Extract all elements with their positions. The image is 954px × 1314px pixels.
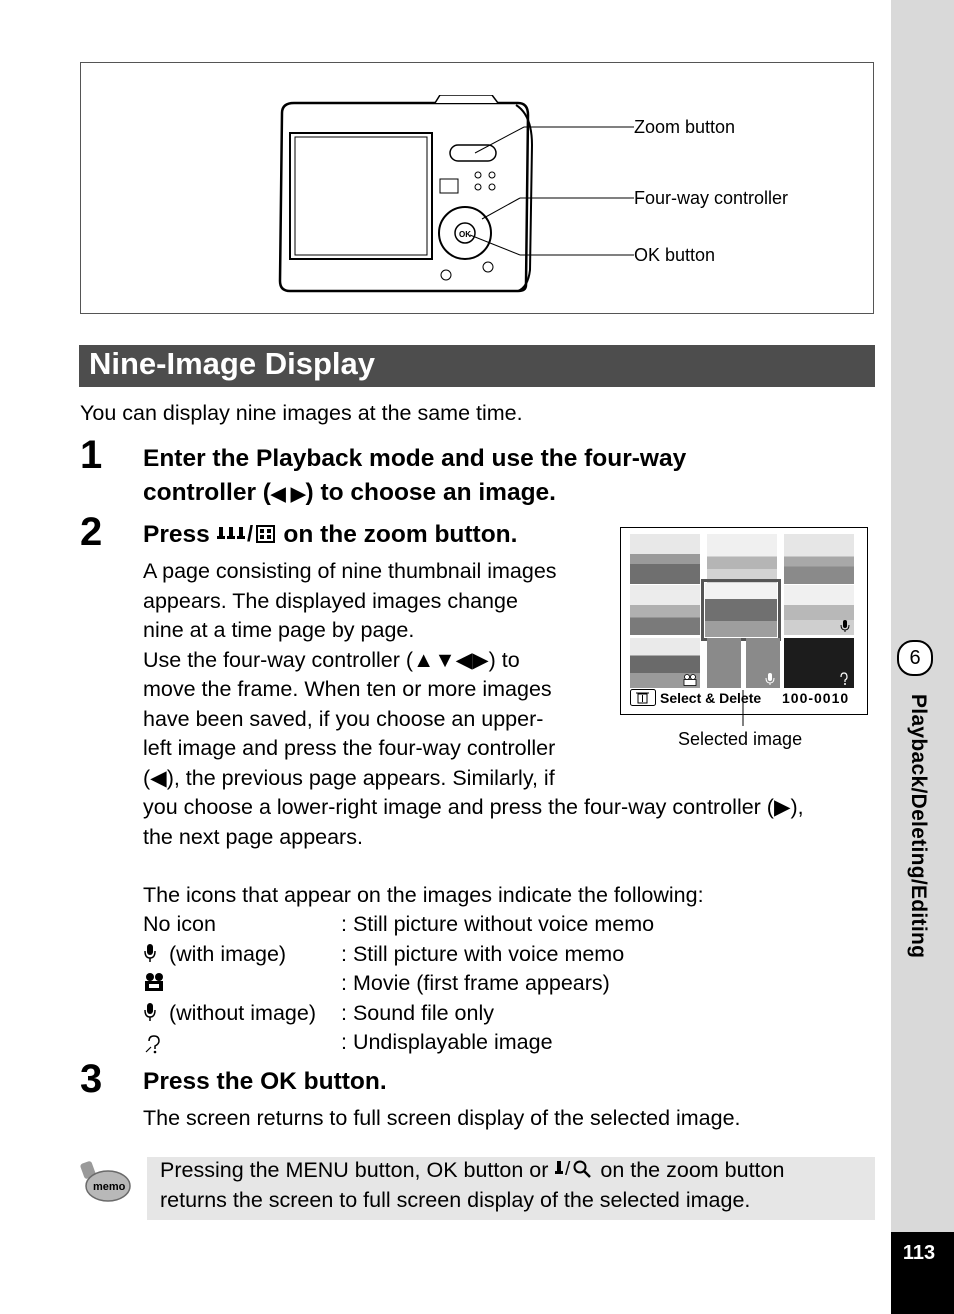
microphone-icon <box>840 619 850 633</box>
step-1-heading-line2 <box>143 476 556 512</box>
step-2-body-wide <box>143 793 883 852</box>
thumbnail[interactable] <box>784 585 854 635</box>
microphone-icon <box>765 672 775 686</box>
page-number: 113 <box>902 1242 936 1264</box>
body-line: move the frame. When ten or more images <box>143 677 552 701</box>
undisplayable-icon <box>143 1033 165 1055</box>
undisplayable-icon <box>838 672 850 686</box>
memo-line-2: returns the screen to full screen display of the selected image. <box>160 1187 751 1212</box>
thumbnail[interactable] <box>707 638 741 688</box>
svg-text:OK: OK <box>459 230 471 239</box>
memo-line-1 <box>160 1156 870 1186</box>
step-2-body <box>143 557 613 793</box>
memo-text-a: Pressing the MENU button, OK button or <box>160 1158 549 1182</box>
svg-text:/: / <box>565 1159 571 1179</box>
memo-badge: memo <box>93 1181 126 1193</box>
icon-legend-label: (without image) <box>169 1000 316 1025</box>
zoom-button-callout: Zoom button <box>634 117 736 137</box>
step-3-body: The screen returns to full screen display of the selected image. <box>143 1106 741 1130</box>
chapter-number: 6 <box>897 640 933 676</box>
body-line: (◀), the previous page appears. Similarly, if <box>143 765 555 790</box>
thumbnail[interactable] <box>630 534 700 584</box>
memo-text <box>160 1156 870 1215</box>
thumbnail[interactable] <box>630 638 700 688</box>
chapter-title: Playback/Deleting/Editing <box>907 694 930 959</box>
thumbnail[interactable] <box>707 534 777 584</box>
icon-legend-desc: : Undisplayable image <box>341 1030 553 1054</box>
microphone-icon <box>143 1002 157 1022</box>
icon-legend-label: (with image) <box>169 941 287 966</box>
left-right-arrows-icon: ◀ ▶ <box>270 484 306 505</box>
icon-legend-desc: : Sound file only <box>341 1000 494 1025</box>
four-way-controller-callout: Four-way controller <box>634 188 789 208</box>
memo-text-b: on the zoom button <box>600 1158 785 1182</box>
body-line: Use the four-way controller (▲▼◀▶) to <box>143 647 520 672</box>
thumbnail-grid <box>626 532 862 688</box>
step-3-number: 3 <box>80 1057 103 1101</box>
step-1-heading-line1: Enter the Playback mode and use the four-way <box>143 445 687 472</box>
body-line: appears. The displayed images change <box>143 588 518 613</box>
icon-legend-label: No icon <box>143 912 216 936</box>
microphone-icon <box>143 943 157 963</box>
section-title: Nine-Image Display <box>89 346 375 381</box>
camera-back-illustration <box>270 95 650 295</box>
icon-legend-row <box>143 1028 843 1058</box>
icon-legend-row <box>143 969 843 999</box>
zoom-in-icon <box>554 1159 594 1179</box>
icon-legend-row <box>143 910 843 940</box>
thumbnail[interactable] <box>784 534 854 584</box>
thumbnail[interactable] <box>630 585 700 635</box>
thumbnail[interactable] <box>784 638 854 688</box>
selected-image-caption: Selected image <box>678 729 803 749</box>
file-number: 100-0010 <box>782 690 850 706</box>
icon-legend-desc: : Still picture without voice memo <box>341 912 655 936</box>
svg-text:/: / <box>246 523 253 545</box>
selected-thumbnail-frame[interactable] <box>705 583 777 637</box>
body-line: nine at a time page by page. <box>143 618 415 642</box>
body-line: left image and press the four-way controller <box>143 736 556 760</box>
step-2-heading-text-b: on the zoom button. <box>283 521 518 548</box>
memo-icon <box>80 1160 132 1204</box>
step-1-heading-text-a: controller ( <box>143 479 271 506</box>
movie-icon <box>143 972 167 992</box>
select-delete-label: Select & Delete <box>660 690 762 706</box>
intro-text: You can display nine images at the same time. <box>80 401 523 425</box>
icon-legend-row <box>143 999 843 1029</box>
thumbnail-zoom-icon <box>217 523 277 545</box>
select-delete-bar <box>626 688 862 710</box>
body-line: the next page appears. <box>143 824 363 849</box>
step-2-heading-text-a: Press <box>143 521 210 548</box>
icons-intro: The icons that appear on the images indicate the following: <box>143 883 704 907</box>
step-2-number: 2 <box>80 510 103 554</box>
body-line: A page consisting of nine thumbnail images <box>143 559 557 583</box>
thumbnail[interactable] <box>746 638 780 688</box>
movie-icon <box>683 674 697 686</box>
icon-legend-desc: : Still picture with voice memo <box>341 941 625 966</box>
trash-icon <box>630 689 656 706</box>
step-1-number: 1 <box>80 433 103 477</box>
body-line: you choose a lower-right image and press the four-way controller (▶), <box>143 795 804 819</box>
icon-legend <box>143 910 843 1058</box>
body-line: have been saved, if you choose an upper- <box>143 706 544 731</box>
icon-legend-row <box>143 940 843 970</box>
icon-legend-desc: : Movie (first frame appears) <box>341 971 610 995</box>
step-1-heading-text-b: ) to choose an image. <box>305 479 556 506</box>
step-3-heading: Press the OK button. <box>143 1068 387 1095</box>
ok-button-callout: OK button <box>634 245 716 265</box>
step-2-heading <box>143 518 517 552</box>
